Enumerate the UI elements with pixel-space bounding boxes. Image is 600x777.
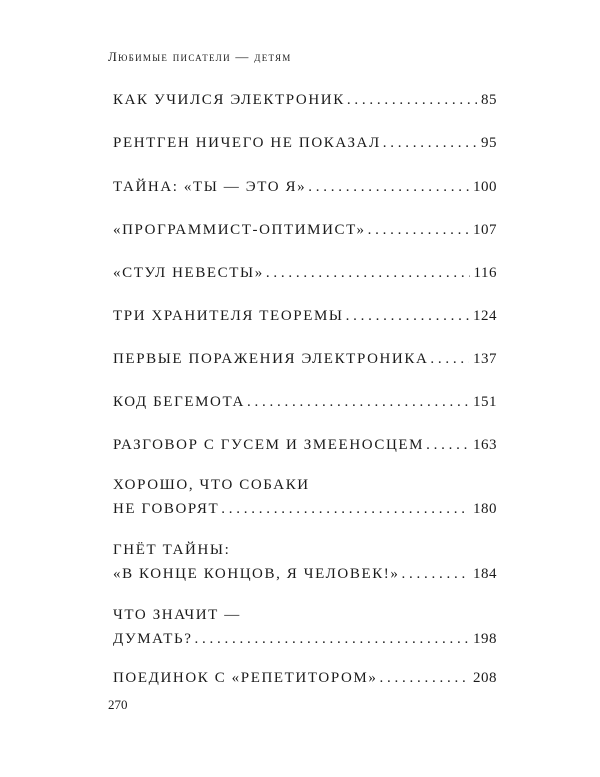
toc-entry-title-line <box>113 538 497 562</box>
toc-entry-page: 208 <box>473 670 497 686</box>
toc-entry <box>113 88 497 112</box>
toc-entry-title: РАЗГОВОР С ГУСЕМ И ЗМЕЕНОСЦЕМ <box>113 437 425 453</box>
toc-entry-page: 85 <box>481 92 497 108</box>
toc-entry <box>113 304 497 328</box>
dot-leader <box>308 175 469 199</box>
toc-entry <box>113 131 497 155</box>
toc-entry-page: 180 <box>473 501 497 517</box>
toc-entry-title: ТРИ ХРАНИТЕЛЯ ТЕОРЕМЫ <box>113 308 344 324</box>
toc-entry <box>113 433 497 457</box>
toc-entry-title: «В КОНЦЕ КОНЦОВ, Я ЧЕЛОВЕК!» <box>113 566 400 582</box>
dot-leader <box>266 261 470 285</box>
toc-entry <box>113 347 497 371</box>
toc-entry-page: 116 <box>473 265 497 281</box>
toc-entry <box>113 175 497 199</box>
toc-entry-title: «СТУЛ НЕВЕСТЫ» <box>113 265 264 281</box>
toc-entry-title: ЧТО ЗНАЧИТ — <box>113 607 241 623</box>
dot-leader <box>430 347 469 371</box>
toc-entry <box>113 218 497 242</box>
toc-entry-title: РЕНТГЕН НИЧЕГО НЕ ПОКАЗАЛ <box>113 135 381 151</box>
dot-leader <box>402 562 469 586</box>
toc-entry-line <box>113 666 497 690</box>
toc-entry <box>113 666 497 690</box>
toc-entry-line <box>113 304 497 328</box>
dot-leader <box>195 627 469 651</box>
dot-leader <box>383 131 477 155</box>
toc-entry-title: ХОРОШО, ЧТО СОБАКИ <box>113 477 310 493</box>
toc-entry-title: КАК УЧИЛСЯ ЭЛЕКТРОНИК <box>113 92 345 108</box>
running-head: Любимые писатели — детям <box>108 49 292 64</box>
toc-entry <box>113 261 497 285</box>
toc-entry-page: 137 <box>473 351 497 367</box>
toc-entry-title: ПЕРВЫЕ ПОРАЖЕНИЯ ЭЛЕКТРОНИКА <box>113 351 429 367</box>
dot-leader <box>347 88 477 112</box>
toc-entry <box>113 538 497 586</box>
toc-entry-page: 100 <box>473 179 497 195</box>
toc-entry-line <box>113 261 497 285</box>
toc-entry-line <box>113 390 497 414</box>
toc-entry-title: ПОЕДИНОК С «РЕПЕТИТОРОМ» <box>113 670 378 686</box>
toc-entry-line <box>113 218 497 242</box>
toc-entry-page: 184 <box>473 566 497 582</box>
toc-entry-title-line <box>113 473 497 497</box>
toc-entry-page: 107 <box>473 222 497 238</box>
toc-entry-line <box>113 175 497 199</box>
toc-entry-line <box>113 627 497 651</box>
toc-entry-line <box>113 562 497 586</box>
toc-entry-page: 198 <box>473 631 497 647</box>
page-number: 270 <box>108 697 128 712</box>
toc-entry <box>113 390 497 414</box>
toc-entry <box>113 603 497 651</box>
toc-entry-title: «ПРОГРАММИСТ-ОПТИМИСТ» <box>113 222 366 238</box>
toc-entry-title-line <box>113 603 497 627</box>
toc-entry-title: КОД БЕГЕМОТА <box>113 394 245 410</box>
dot-leader <box>368 218 469 242</box>
dot-leader <box>426 433 469 457</box>
toc-entry-title: ДУМАТЬ? <box>113 631 193 647</box>
toc-entry-line <box>113 433 497 457</box>
dot-leader <box>247 390 469 414</box>
toc-entry-line <box>113 88 497 112</box>
dot-leader <box>346 304 469 328</box>
toc-entry-title: НЕ ГОВОРЯТ <box>113 501 220 517</box>
toc-entry-line <box>113 497 497 521</box>
toc-entry-title: ТАЙНА: «ТЫ — ЭТО Я» <box>113 179 307 195</box>
toc-entry-page: 151 <box>473 394 497 410</box>
toc-entry-page: 124 <box>473 308 497 324</box>
dot-leader <box>379 666 469 690</box>
toc-entry-line <box>113 347 497 371</box>
toc-entry-title: ГНЁТ ТАЙНЫ: <box>113 542 231 558</box>
toc-entry-page: 95 <box>481 135 497 151</box>
dot-leader <box>221 497 469 521</box>
toc-entry-page: 163 <box>473 437 497 453</box>
toc-entry-line <box>113 131 497 155</box>
toc-entry <box>113 473 497 521</box>
